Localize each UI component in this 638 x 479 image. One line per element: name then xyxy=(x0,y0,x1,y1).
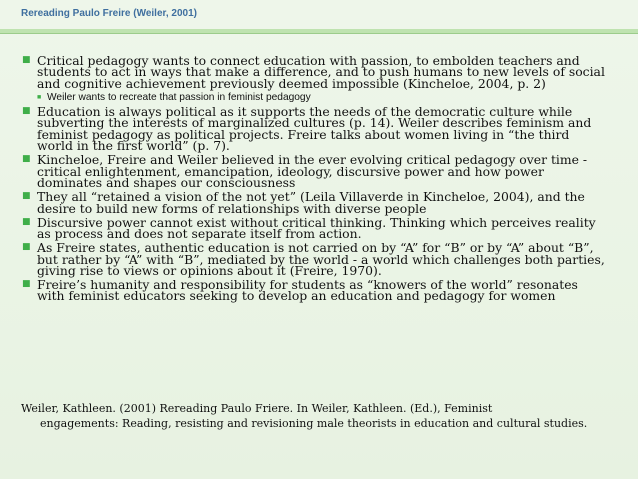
bullet-item xyxy=(22,242,607,276)
bullet-icon: ■ xyxy=(22,154,31,165)
bullet-icon: ■ xyxy=(22,191,31,202)
bullet-icon: ■ xyxy=(22,279,31,290)
bullet-icon: ■ xyxy=(22,55,31,65)
bullet-text: Kincheloe, Freire and Weiler believed in the ever evolving critical pedagogy over time - critical enlightenment, emancipation, ideology, discursive power and how power dominates and shapes our consciousness xyxy=(37,152,588,191)
title-rule-thin xyxy=(0,33,638,34)
bullet-icon: ■ xyxy=(22,105,31,116)
bullet-item xyxy=(22,55,607,89)
bullet-icon: ■ xyxy=(37,93,42,101)
bullet-text: Critical pedagogy wants to connect education with passion, to embolden teachers and students to act in ways that make a difference, and to push humans to new levels of social and cognitive achievement previously deemed impossible (Kincheloe, 2004, p. 2) xyxy=(37,53,605,91)
bullet-text: They all “retained a vision of the not yet” (Leila Villaverde in Kincheloe, 2004), and the desire to build new forms of relationships with diverse people xyxy=(37,189,585,216)
bullet-icon: ■ xyxy=(22,216,31,227)
bullet-item xyxy=(22,191,607,214)
reference-continuation: engagements: Reading, resisting and revisioning male theorists in education and cultural studies. xyxy=(40,416,588,430)
sub-bullet-text: Weiler wants to recreate that passion in feminist pedagogy xyxy=(47,91,311,103)
bullet-item xyxy=(22,152,607,191)
reference-citation xyxy=(21,402,601,431)
bullet-item xyxy=(22,103,607,154)
bullet-icon: ■ xyxy=(22,242,31,253)
bullet-list xyxy=(22,55,607,305)
bullet-item xyxy=(22,214,607,242)
bullet-text: Education is always political as it supports the needs of the democratic culture while subverting the interests of marginalized cultures (p. 14). Weiler describes feminism and feminist pedagogy as political projects. Freire talks about women living in “the third world in the first world” (p. 7). xyxy=(37,103,592,154)
bullet-text: Discursive power cannot exist without critical thinking. Thinking which perceives reality as process and does not separate itself from action. xyxy=(37,214,596,242)
bullet-text: As Freire states, authentic education is not carried on by “A” for “B” or by “A” about “B”, but rather by “A” with “B”, mediated by the world - a world which challenges both parties, giving rise to views or opinions about it (Freire, 1970). xyxy=(37,240,605,278)
reference-first-line: Weiler, Kathleen. (2001) Rereading Paulo Friere. In Weiler, Kathleen. (Ed.), Feminist xyxy=(21,402,493,415)
sub-bullet-item xyxy=(22,92,607,103)
bullet-text: Freire’s humanity and responsibility for students as “knowers of the world” resonates with feminist educators seeking to develop an education and pedagogy for women xyxy=(37,277,578,304)
slide-title: Rereading Paulo Freire (Weiler, 2001) xyxy=(21,8,197,19)
bullet-item xyxy=(22,279,607,302)
